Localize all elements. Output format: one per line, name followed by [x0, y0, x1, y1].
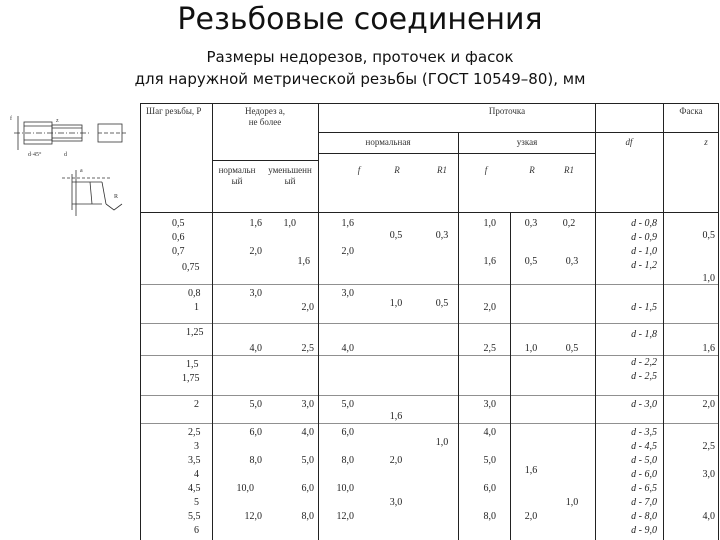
f-narrow-cell: 5,0 — [483, 455, 496, 466]
df-cell: d - 9,0 — [631, 525, 657, 536]
df-cell: d - 7,0 — [631, 497, 657, 508]
header-reduced-a-line-1: уменьшенн — [268, 165, 312, 175]
a-reduced-cell: 1,6 — [297, 256, 310, 267]
pitch-cell: 1,75 — [182, 373, 200, 384]
pitch-cell: 1,5 — [186, 359, 199, 370]
a-normal-cell: 3,0 — [249, 288, 262, 299]
R1-narrow-cell: 1,0 — [565, 497, 579, 508]
f-normal-cell: 12,0 — [336, 511, 354, 522]
pitch-cell: 2,5 — [188, 427, 201, 438]
header-chamfer: Фаска — [679, 106, 703, 116]
R-narrow-cell: 1,6 — [524, 465, 538, 476]
f-narrow-cell: 2,0 — [483, 302, 496, 313]
header-undercut-line-1: Недорез a, — [244, 106, 286, 116]
R1-normal-cell: 1,0 — [435, 437, 449, 448]
df-cell: d - 1,0 — [631, 246, 657, 257]
pitch-cell: 3 — [194, 441, 199, 452]
row-rule-5 — [140, 423, 718, 424]
R-narrow-cell: 1,0 — [524, 343, 538, 354]
f-normal-cell: 10,0 — [336, 483, 354, 494]
f-normal-cell: 2,0 — [341, 246, 354, 257]
col-rule-5 — [510, 212, 511, 540]
a-reduced-cell: 4,0 — [301, 427, 314, 438]
table-top-border — [140, 103, 718, 104]
df-cell: d - 1,5 — [631, 302, 657, 313]
df-cell: d - 1,2 — [631, 260, 657, 271]
header-reduced-a-line-2: ый — [284, 176, 296, 186]
pitch-cell: 6 — [194, 525, 199, 536]
R-normal-cell: 1,0 — [389, 298, 403, 309]
subtitle-line-1: Размеры недорезов, проточек и фасок — [206, 48, 514, 66]
df-cell: d - 1,8 — [631, 329, 657, 340]
z-cell: 4,0 — [702, 511, 715, 522]
f-normal-cell: 8,0 — [341, 455, 354, 466]
df-cell: d - 4,5 — [631, 441, 657, 452]
pitch-cell: 0,8 — [188, 288, 201, 299]
header-groove: Проточка — [488, 106, 526, 116]
svg-text:f: f — [10, 116, 12, 122]
table-right-border — [718, 103, 719, 540]
df-cell: d - 0,8 — [631, 218, 657, 229]
a-normal-cell: 6,0 — [249, 427, 262, 438]
header-bottom-border — [140, 212, 718, 213]
a-reduced-cell: 6,0 — [301, 483, 314, 494]
a-normal-cell: 8,0 — [249, 455, 262, 466]
df-cell: d - 8,0 — [631, 511, 657, 522]
f-normal-cell: 4,0 — [341, 343, 354, 354]
f-normal-cell: 3,0 — [341, 288, 354, 299]
header-R-normal: R — [394, 165, 400, 175]
header-normal-a-line-2: ый — [231, 176, 243, 186]
row-rule-4 — [140, 395, 718, 396]
a-reduced-cell: 8,0 — [301, 511, 314, 522]
slide-title: Резьбовые соединения — [177, 2, 543, 37]
df-cell: d - 2,2 — [631, 357, 657, 368]
f-normal-cell: 1,6 — [341, 218, 354, 229]
table-left-border — [140, 103, 141, 540]
row-rule-2 — [140, 323, 718, 324]
header-R-narrow: R — [529, 165, 535, 175]
f-normal-cell: 5,0 — [341, 399, 354, 410]
R1-narrow-cell: 0,2 — [562, 218, 576, 229]
R-normal-cell: 3,0 — [389, 497, 403, 508]
f-narrow-cell: 1,6 — [483, 256, 496, 267]
pitch-cell: 5 — [194, 497, 199, 508]
df-cell: d - 3,5 — [631, 427, 657, 438]
header-f-narrow: f — [484, 165, 488, 175]
R-normal-cell: 0,5 — [389, 230, 403, 241]
df-cell: d - 6,0 — [631, 469, 657, 480]
df-cell: d - 3,0 — [631, 399, 657, 410]
svg-text:z: z — [56, 118, 59, 124]
a-normal-cell: 12,0 — [244, 511, 262, 522]
pitch-cell: 2 — [194, 399, 199, 410]
a-reduced-cell: 2,5 — [301, 343, 314, 354]
header-R1-narrow: R1 — [564, 165, 574, 175]
a-normal-cell: 10,0 — [236, 483, 254, 494]
a-normal-cell: 2,0 — [249, 246, 262, 257]
a-normal-cell: 4,0 — [249, 343, 262, 354]
svg-text:R: R — [114, 194, 119, 200]
pitch-cell: 0,5 — [172, 218, 185, 229]
f-narrow-cell: 8,0 — [483, 511, 496, 522]
R-normal-cell: 1,6 — [389, 411, 403, 422]
header-rule-normal-narrow — [318, 132, 718, 133]
pitch-cell: 4,5 — [188, 483, 201, 494]
f-narrow-cell: 6,0 — [483, 483, 496, 494]
col-rule-6 — [663, 103, 664, 540]
z-cell: 1,0 — [702, 273, 715, 284]
R-narrow-cell: 0,3 — [524, 218, 538, 229]
pitch-cell: 4 — [194, 469, 199, 480]
f-narrow-cell: 2,5 — [483, 343, 496, 354]
col-rule-4 — [458, 132, 459, 540]
R-narrow-cell: 0,5 — [524, 256, 538, 267]
header-f-normal: f — [357, 165, 361, 175]
header-R1-normal: R1 — [437, 165, 447, 175]
f-normal-cell: 6,0 — [341, 427, 354, 438]
f-narrow-cell: 3,0 — [483, 399, 496, 410]
header-pitch: Шаг резьбы, P — [146, 106, 202, 116]
df-cell: d - 2,5 — [631, 371, 657, 382]
svg-text:d·45°: d·45° — [28, 152, 42, 158]
row-rule-1 — [140, 284, 718, 285]
header-rule-undercut — [212, 160, 318, 161]
header-z: z — [704, 137, 708, 147]
pitch-cell: 3,5 — [188, 455, 201, 466]
col-rule-2 — [318, 103, 319, 540]
a-normal-cell: 5,0 — [249, 399, 262, 410]
f-narrow-cell: 1,0 — [483, 218, 496, 229]
header-normal: нормальная — [365, 137, 411, 147]
z-cell: 2,0 — [702, 399, 715, 410]
pitch-cell: 1 — [194, 302, 199, 313]
f-narrow-cell: 4,0 — [483, 427, 496, 438]
pitch-cell: 1,25 — [186, 327, 204, 338]
header-rule-f-R — [318, 153, 595, 154]
df-cell: d - 0,9 — [631, 232, 657, 243]
row-rule-3 — [140, 355, 718, 356]
pitch-cell: 5,5 — [188, 511, 201, 522]
pitch-cell: 0,75 — [182, 262, 200, 273]
pitch-cell: 0,6 — [172, 232, 185, 243]
df-cell: d - 5,0 — [631, 455, 657, 466]
pitch-cell: 0,7 — [172, 246, 185, 257]
header-narrow: узкая — [516, 137, 538, 147]
z-cell: 0,5 — [702, 230, 715, 241]
R-normal-cell: 2,0 — [389, 455, 403, 466]
R-narrow-cell: 2,0 — [524, 511, 538, 522]
a-reduced-cell: 3,0 — [301, 399, 314, 410]
R1-normal-cell: 0,5 — [435, 298, 449, 309]
svg-text:a: a — [80, 168, 83, 174]
R1-normal-cell: 0,3 — [435, 230, 449, 241]
a-normal-cell: 1,6 — [249, 218, 262, 229]
z-cell: 3,0 — [702, 469, 715, 480]
a-reduced-cell: 2,0 — [301, 302, 314, 313]
z-cell: 2,5 — [702, 441, 715, 452]
header-undercut-line-2: не более — [248, 117, 282, 127]
svg-text:d: d — [64, 152, 67, 158]
col-rule-1 — [212, 103, 213, 540]
R1-narrow-cell: 0,3 — [565, 256, 579, 267]
col-rule-3 — [595, 103, 596, 540]
z-cell: 1,6 — [702, 343, 715, 354]
a-reduced-cell: 5,0 — [301, 455, 314, 466]
df-cell: d - 6,5 — [631, 483, 657, 494]
header-normal-a-line-1: нормальн — [218, 165, 256, 175]
a-reduced-cell: 1,0 — [283, 218, 296, 229]
subtitle-line-2: для наружной метрической резьбы (ГОСТ 10549–80), мм — [134, 70, 586, 88]
R1-narrow-cell: 0,5 — [565, 343, 579, 354]
header-df: df — [625, 137, 633, 147]
